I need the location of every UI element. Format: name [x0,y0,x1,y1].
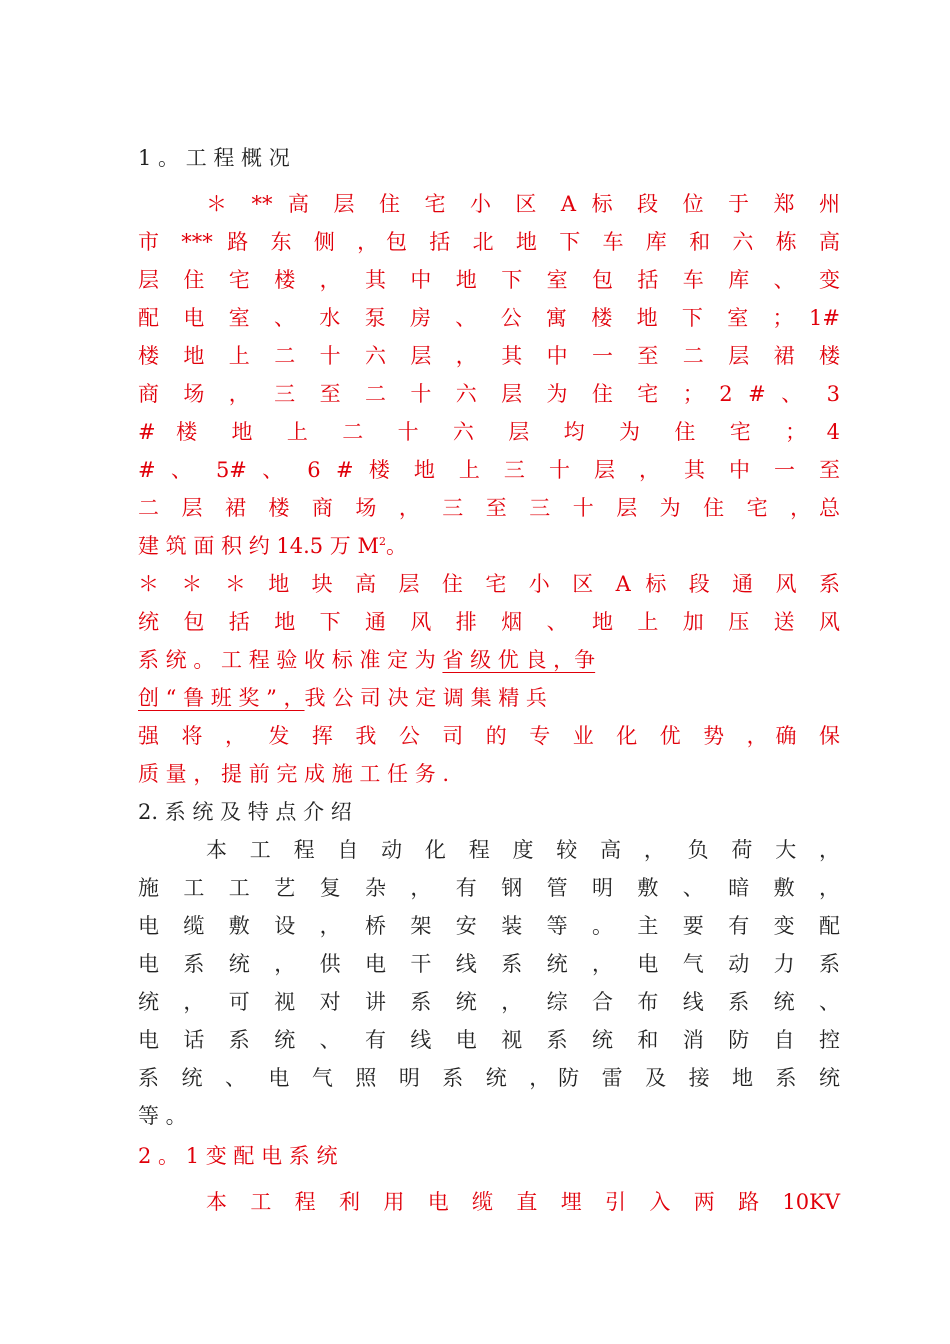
heading-systems: 2. 系 统 及 特 点 介 绍 [138,800,352,824]
area-text: 建 筑 面 积 约 14.5 万 M [138,534,379,558]
area-end: 。 [386,534,407,558]
para-systems-line-4: 电 系 统 ， 供 电 干 线 系 统 ， 电 气 动 力 系 [138,952,840,976]
heading-overview: 1 。 工 程 概 况 [138,146,290,170]
area-superscript: 2 [379,535,386,548]
para-overview-line-3: 层 住 宅 楼 ， 其 中 地 下 室 包 括 车 库 、 变 [138,268,840,292]
para-ventilation-line-2: 统 包 括 地 下 通 风 排 烟 、 地 上 加 压 送 风 [138,610,840,634]
para-overview-line-4: 配 电 室 、 水 泵 房 、 公 寓 楼 地 下 室 ； 1# [138,306,840,330]
para-overview-line-6: 商 场 ， 三 至 二 十 六 层 为 住 宅 ； 2 # 、 3 [138,382,840,406]
para-systems-line-2: 施 工 工 艺 复 杂 ， 有 钢 管 明 敷 、 暗 敷 ， [138,876,840,900]
para-systems-line-8: 等 。 [138,1104,187,1128]
para-systems-line-5: 统 ， 可 视 对 讲 系 统 ， 综 合 布 线 系 统 、 [138,990,840,1014]
para-ventilation-line-1: ＊ ＊ ＊ 地 块 高 层 住 宅 小 区 A 标 段 通 风 系 [138,572,840,596]
para-systems-line-7: 系 统 、 电 气 照 明 系 统 ，防 雷 及 接 地 系 统 [138,1066,840,1090]
para-ventilation-line-6: 质 量 ， 提 前 完 成 施 工 任 务 . [138,762,450,786]
para-overview-line-8: # 、 5# 、 6 # 楼 地 上 三 十 层 ， 其 中 一 至 [138,458,840,482]
para-power-line-1: 本 工 程 利 用 电 缆 直 埋 引 入 两 路 10KV [206,1190,840,1214]
para-overview-line-1: ＊ ** 高 层 住 宅 小 区 A 标 段 位 于 郑 州 [206,192,840,216]
para-systems-line-3: 电 缆 敷 设 ， 桥 架 安 装 等 。 主 要 有 变 配 [138,914,840,938]
acceptance-standard-text: 系 统 。 工 程 验 收 标 准 定 为 [138,648,443,672]
acceptance-standard-underlined: 省 级 优 良 ，争 [442,648,596,672]
para-overview-line-2: 市 *** 路 东 侧 ，包 括 北 地 下 车 库 和 六 栋 高 [138,230,840,254]
para-ventilation-line-5: 强 将 ， 发 挥 我 公 司 的 专 业 化 优 势 ，确 保 [138,724,840,748]
para-ventilation-line-3 [138,646,840,674]
para-overview-line-9: 二 层 裙 楼 商 场 ， 三 至 三 十 层 为 住 宅 ，总 [138,496,840,520]
luban-award-underlined: 创 “ 鲁 班 奖 ” ， [138,686,305,710]
company-text: 我 公 司 决 定 调 集 精 兵 [304,686,547,710]
para-overview-line-5: 楼 地 上 二 十 六 层 ， 其 中 一 至 二 层 裙 楼 [138,344,840,368]
para-ventilation-line-4 [138,684,840,712]
para-systems-line-6: 电 话 系 统 、 有 线 电 视 系 统 和 消 防 自 控 [138,1028,840,1052]
para-overview-line-10 [138,532,840,560]
para-overview-line-7: # 楼 地 上 二 十 六 层 均 为 住 宅 ； 4 [138,420,840,444]
heading-power-distribution: 2 。 1 变 配 电 系 统 [138,1144,338,1168]
para-systems-line-1: 本 工 程 自 动 化 程 度 较 高 ， 负 荷 大 ， [206,838,840,862]
